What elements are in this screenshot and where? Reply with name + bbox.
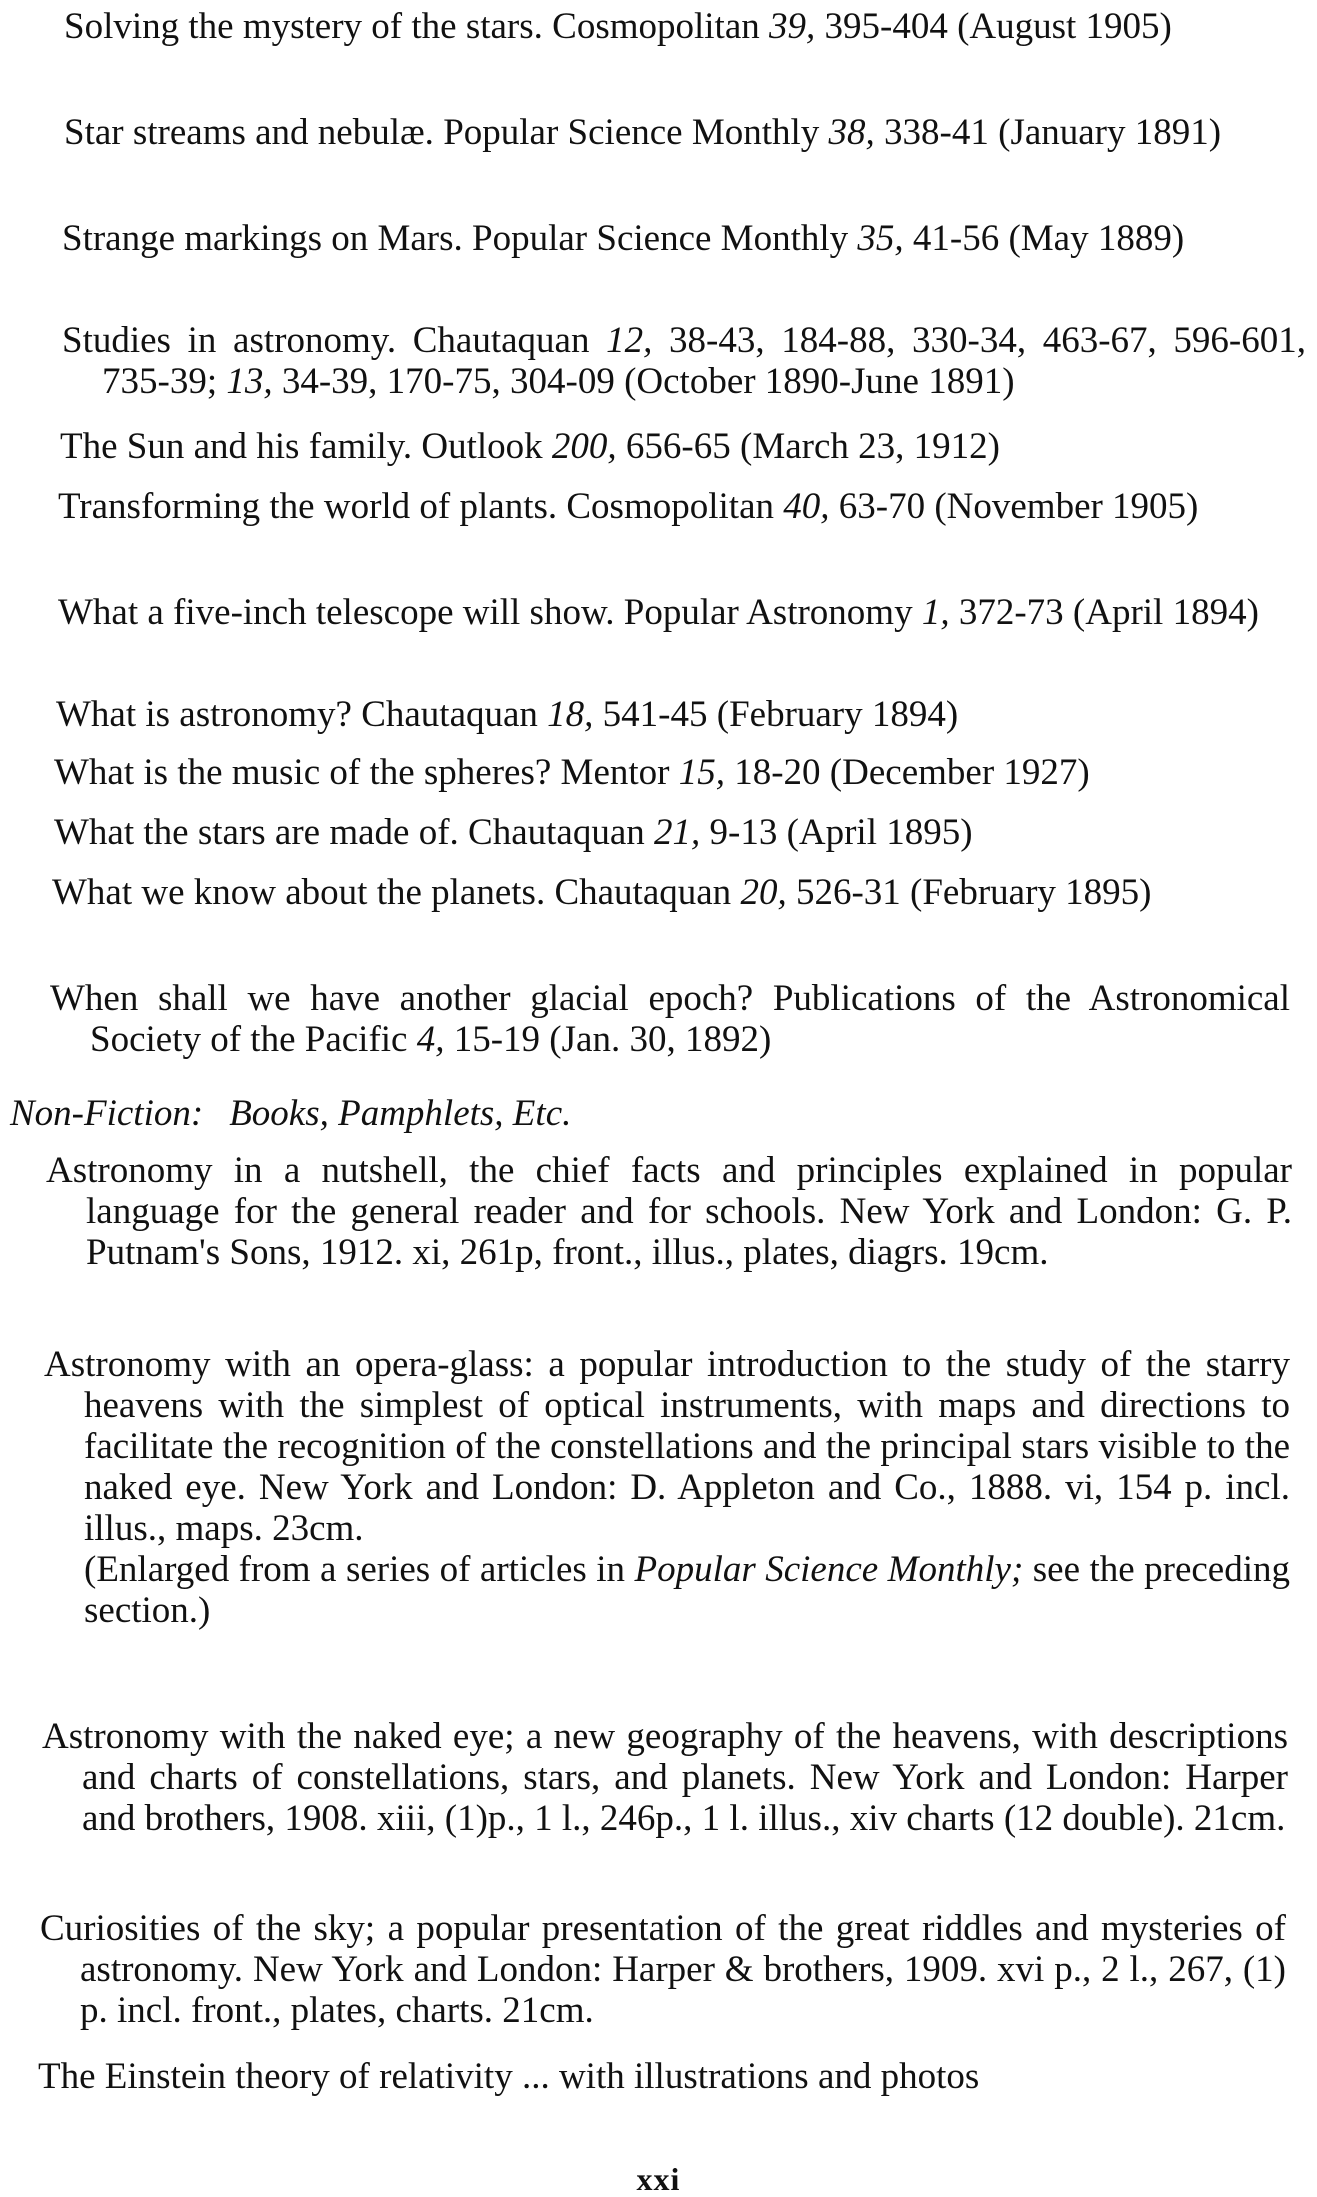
- list-item: What is the music of the spheres? Mentor 15, 18-20 (December 1927): [54, 752, 1090, 793]
- list-item: Solving the mystery of the stars. Cosmopolitan 39, 395-404 (August 1905): [64, 6, 1172, 47]
- list-item: Studies in astronomy. Chautaquan 12, 38-43, 184-88, 330-34, 463-67, 596-601, 735-39; 13, 34-39, 170-75, 304-09 (October 1890-June 1891): [62, 320, 1307, 402]
- list-item: Transforming the world of plants. Cosmopolitan 40, 63-70 (November 1905): [58, 486, 1199, 527]
- list-item: When shall we have another glacial epoch? Publications of the Astronomical Society of the Pacific 4, 15-19 (Jan. 30, 1892): [50, 978, 1291, 1060]
- list-item: Astronomy with an opera-glass: a popular introduction to the study of the starry heavens with the simplest of optical instruments, with maps and directions to facilitate the recognition of the constellations and the principal stars visible to the naked eye. New York and London: D. Appleton and Co., 1888. vi, 154 p. incl. illus., maps. 23cm. (Enlarged from a series of articles in Popular Science Monthly; see the preceding section.): [44, 1344, 1291, 1631]
- list-item: Strange markings on Mars. Popular Science Monthly 35, 41-56 (May 1889): [62, 218, 1185, 259]
- list-item: What is astronomy? Chautaquan 18, 541-45 (February 1894): [56, 694, 959, 735]
- list-item: Curiosities of the sky; a popular presentation of the great riddles and mysteries of astronomy. New York and London: Harper & brothers, 1909. xvi p., 2 l., 267, (1) p. incl. front., plates, charts. 21cm.: [40, 1908, 1286, 2031]
- entry-note: (Enlarged from a series of articles in Popular Science Monthly; see the preceding section.): [84, 1549, 1291, 1631]
- list-item: The Einstein theory of relativity ... with illustrations and photos: [38, 2056, 980, 2097]
- list-item: Astronomy in a nutshell, the chief facts and principles explained in popular language for the general reader and for schools. New York and London: G. P. Putnam's Sons, 1912. xi, 261p, front., illus., plates, diagrs. 19cm.: [46, 1150, 1292, 1273]
- list-item: Star streams and nebulæ. Popular Science Monthly 38, 338-41 (January 1891): [64, 112, 1222, 153]
- list-item: What a five-inch telescope will show. Popular Astronomy 1, 372-73 (April 1894): [58, 592, 1259, 633]
- list-item: What we know about the planets. Chautaquan 20, 526-31 (February 1895): [52, 872, 1152, 913]
- page-number: xxi: [636, 2161, 681, 2197]
- list-item: What the stars are made of. Chautaquan 21, 9-13 (April 1895): [54, 812, 973, 853]
- list-item: The Sun and his family. Outlook 200, 656-65 (March 23, 1912): [60, 426, 1000, 467]
- list-item: Astronomy with the naked eye; a new geography of the heavens, with descriptions and charts of constellations, stars, and planets. New York and London: Harper and brothers, 1908. xiii, (1)p., 1 l., 246p., 1 l. illus., xiv charts (12 double). 21cm.: [42, 1716, 1288, 1839]
- section-heading: Non-Fiction: Books, Pamphlets, Etc.: [10, 1093, 572, 1134]
